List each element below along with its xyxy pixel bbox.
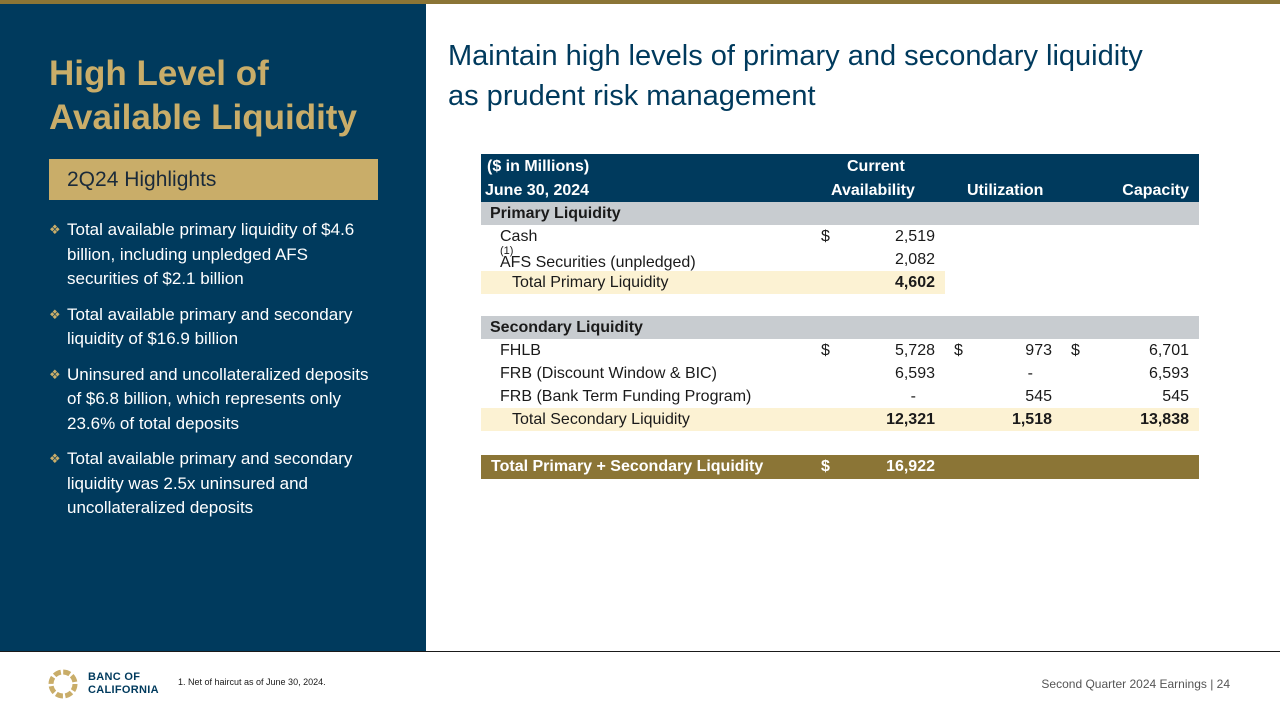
header-units: ($ in Millions) — [487, 158, 590, 175]
diamond-bullet-icon: ❖ — [49, 451, 61, 466]
table-row: FRB (Discount Window & BIC) 6,593 - 6,593 — [500, 365, 1189, 382]
banc-of-california-logo-icon — [47, 668, 79, 700]
header-utilization: Utilization — [967, 182, 1044, 199]
highlight-bullet: ❖ Total available primary and secondary liquidity was 2.5x uninsured and uncollateralized deposits — [49, 449, 353, 517]
logo-wordmark: BANC OF CALIFORNIA — [88, 671, 159, 696]
diamond-bullet-icon: ❖ — [49, 222, 61, 237]
highlight-bullet: ❖ Total available primary and secondary liquidity of $16.9 billion — [49, 304, 353, 348]
header-date: June 30, 2024 — [485, 182, 590, 199]
table-row: AFS Securities (unpledged) $^{(1)}$ 2,082 — [500, 245, 935, 271]
highlight-bullet: ❖ Total available primary liquidity of $4.6 billion, including unpledged AFS securities of $2.1 billion — [49, 220, 355, 288]
table-row: FHLB $ 5,728 $ 973 $ 6,701 — [500, 342, 1189, 359]
header-current-line2: Availability — [831, 182, 915, 199]
page-heading: Maintain high levels of primary and secondary liquidity as prudent risk management — [448, 40, 1143, 112]
header-current-line1: Current — [847, 158, 905, 175]
sidebar-title: High Level of Available Liquidity — [49, 54, 357, 137]
section-secondary: Secondary Liquidity — [481, 316, 1199, 339]
total-primary-row: Total Primary Liquidity 4,602 — [481, 271, 1199, 294]
diamond-bullet-icon: ❖ — [49, 306, 61, 322]
grand-total-row: Total Primary + Secondary Liquidity $ 16,922 — [481, 455, 1199, 479]
highlights-label: 2Q24 Highlights — [49, 159, 378, 200]
header-capacity: Capacity — [1122, 182, 1189, 199]
table-header — [481, 154, 1199, 202]
footnote: 1. Net of haircut as of June 30, 2024. — [178, 677, 326, 687]
highlights-list — [49, 218, 369, 532]
highlight-bullet: ❖ Uninsured and uncollateralized deposits of $6.8 billion, which represents only 23.6% of total deposits — [49, 364, 369, 433]
total-secondary-row: Total Secondary Liquidity 12,321 1,518 13,838 — [481, 408, 1199, 431]
footer-divider — [0, 651, 1280, 652]
section-primary: Primary Liquidity — [481, 202, 1199, 225]
footer-page-label: Second Quarter 2024 Earnings | 24 — [1041, 677, 1230, 691]
table-row: FRB (Bank Term Funding Program) - 545 545 — [500, 388, 1189, 405]
diamond-bullet-icon: ❖ — [49, 366, 61, 382]
table-row: Cash $ 2,519 — [500, 228, 935, 245]
liquidity-table — [481, 154, 1199, 479]
